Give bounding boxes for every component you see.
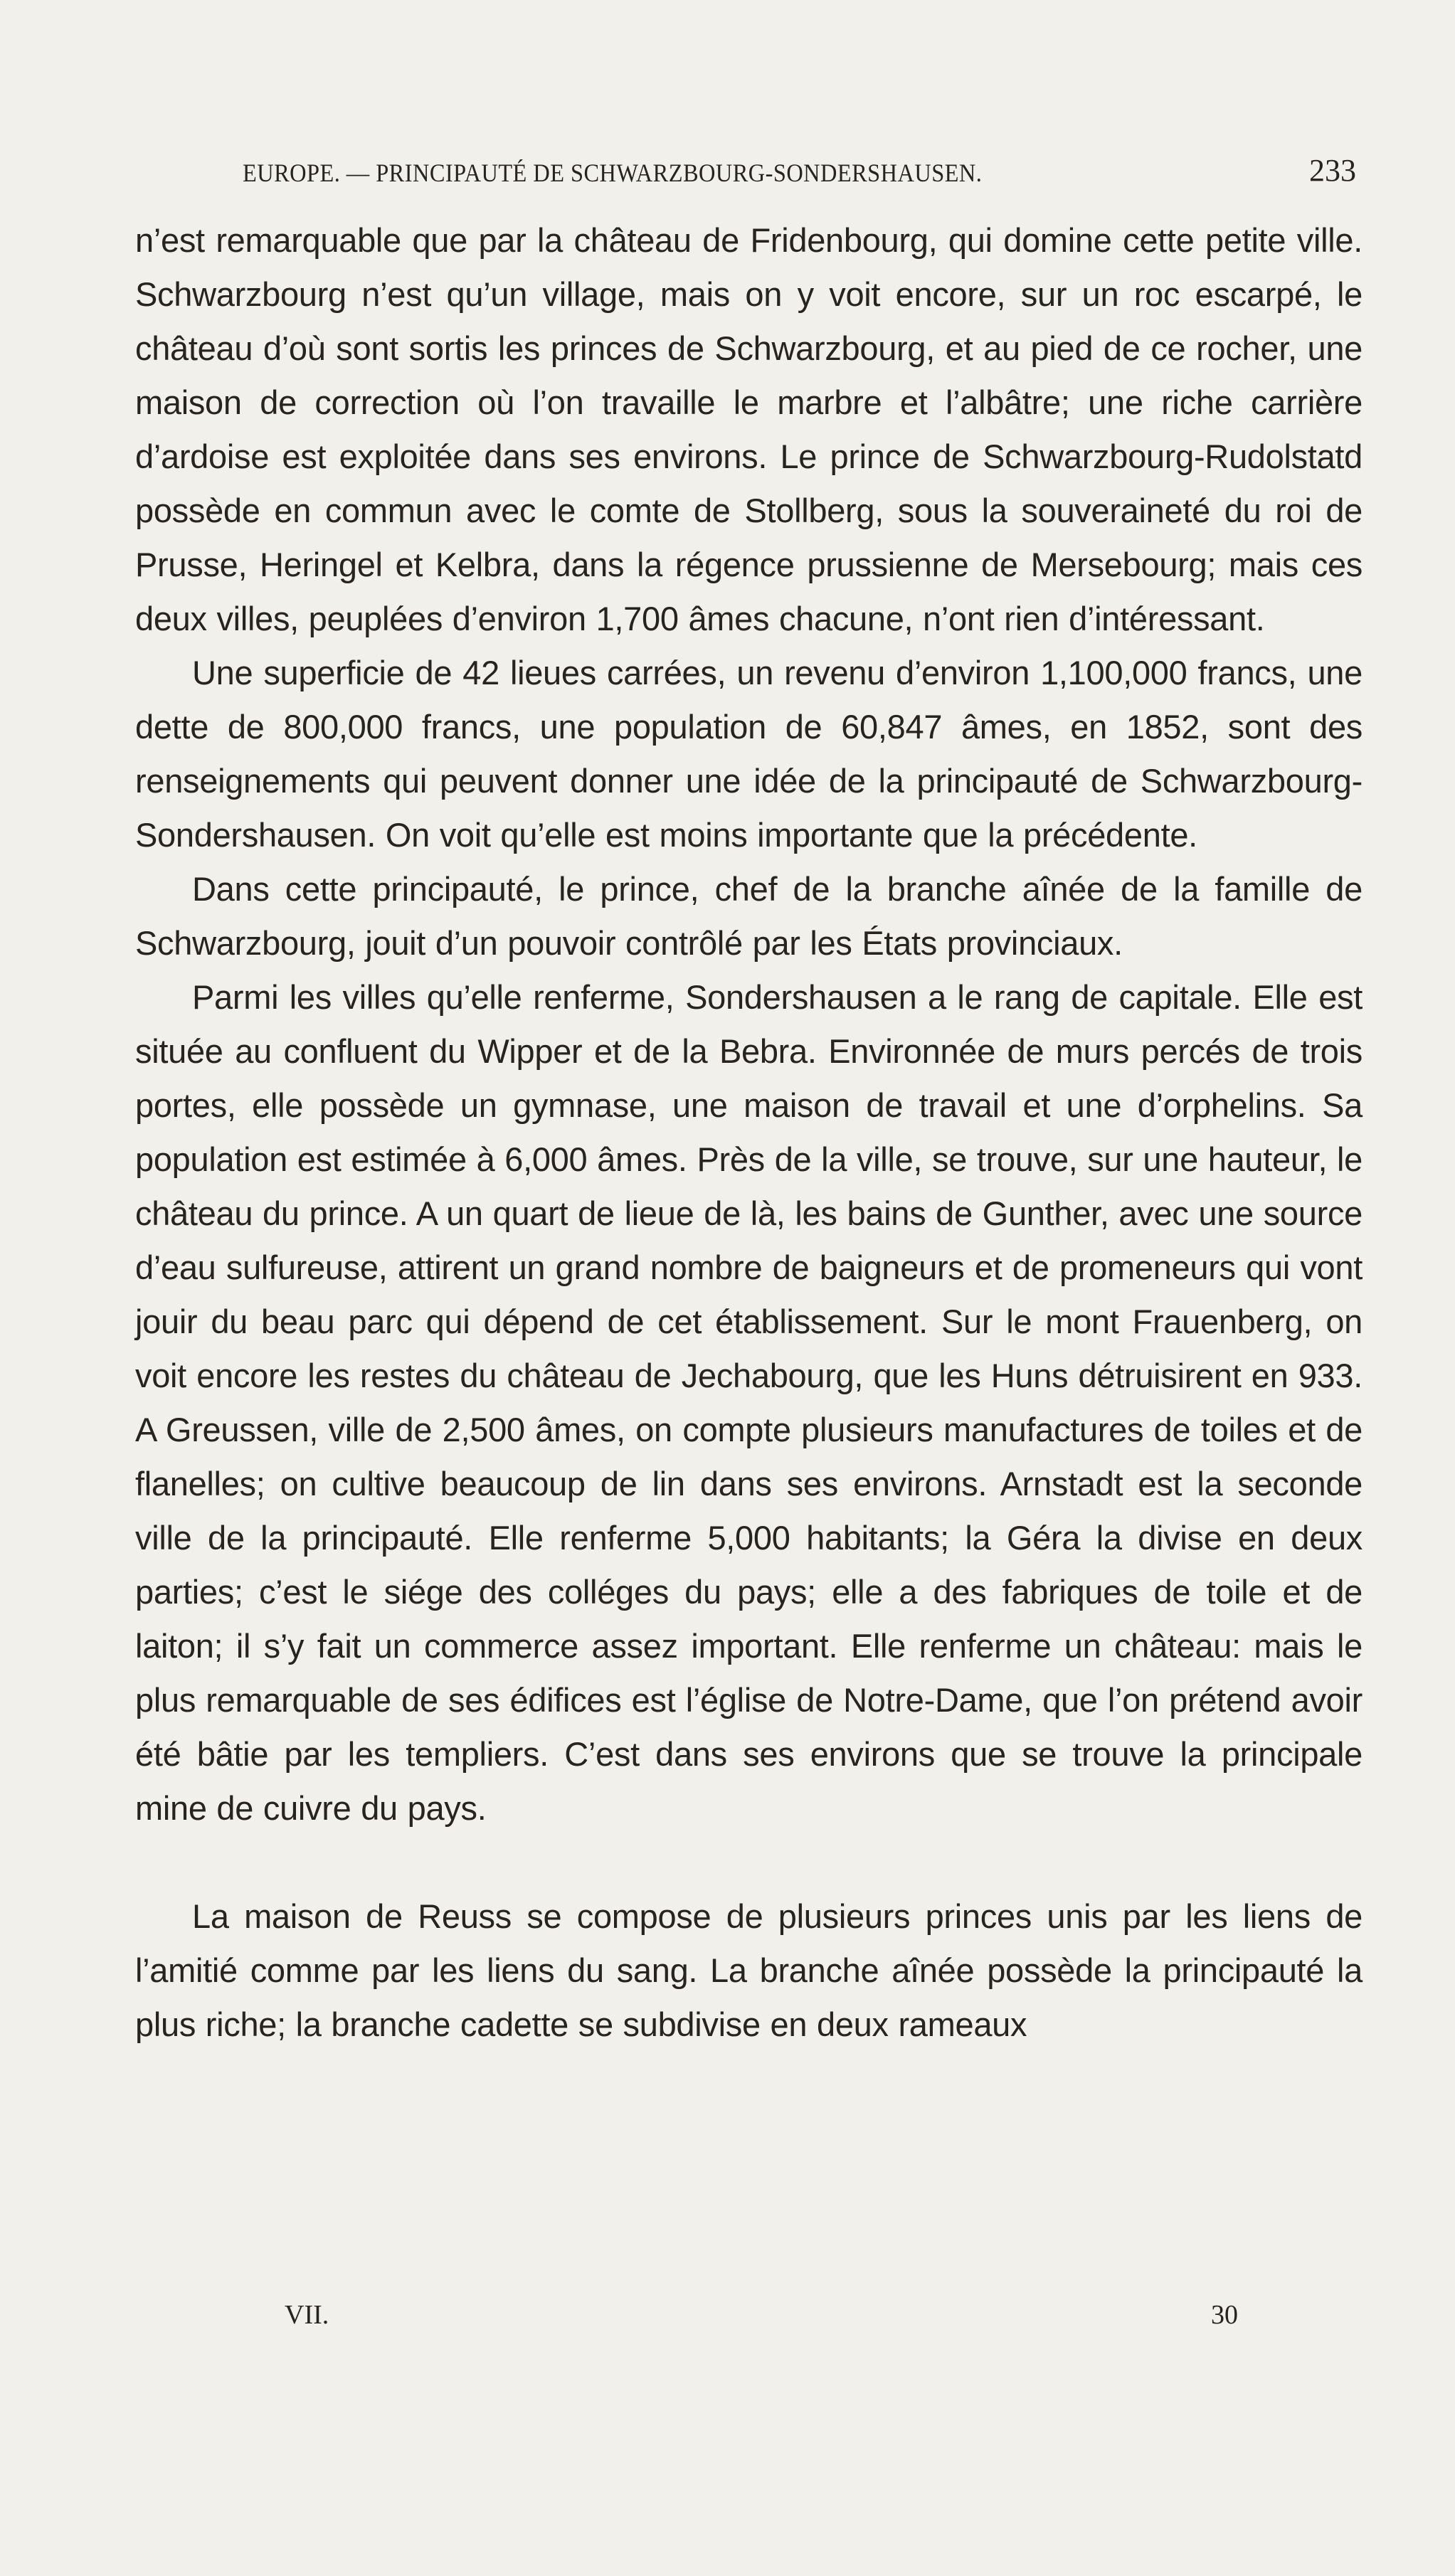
volume-mark: VII.	[285, 2300, 329, 2330]
page-header	[243, 152, 1356, 195]
paragraph-1: n’est remarquable que par la château de Fridenbourg, qui domine cette petite ville. Schwarzbourg n’est qu’un village, mais on y voit encore, sur un roc escarpé, le château d’où sont sortis les princes de Schwarzbourg, et au pied de ce rocher, une maison de correction où l’on travaille le marbre et l’albâtre; une riche carrière d’ardoise est exploitée dans ses environs. Le prince de Schwarzbourg-Rudolstatd possède en commun avec le comte de Stollberg, sous la souveraineté du roi de Prusse, Heringel et Kelbra, dans la régence prussienne de Mersebourg; mais ces deux villes, peuplées d’environ 1,700 âmes chacune, n’ont rien d’intéressant.	[135, 221, 1363, 637]
running-title: EUROPE. — PRINCIPAUTÉ DE SCHWARZBOURG-SONDERSHAUSEN.	[243, 159, 983, 187]
paragraph-5: La maison de Reuss se compose de plusieurs princes unis par les liens de l’amitié comme par les liens du sang. La branche aînée possède la principauté la plus riche; la branche cadette se subdivise en deux rameaux	[135, 1897, 1363, 2043]
paragraph-4: Parmi les villes qu’elle renferme, Sondershausen a le rang de capitale. Elle est située au confluent du Wipper et de la Bebra. Environnée de murs percés de trois portes, elle possède un gymnase, une maison de travail et une d’orphelins. Sa population est estimée à 6,000 âmes. Près de la ville, se trouve, sur une hauteur, le château du prince. A un quart de lieue de là, les bains de Gunther, avec une source d’eau sulfureuse, attirent un grand nombre de baigneurs et de promeneurs qui vont jouir du beau parc qui dépend de cet établissement. Sur le mont Frauenberg, on voit encore les restes du château de Jechabourg, que les Huns détruisirent en 933. A Greussen, ville de 2,500 âmes, on compte plusieurs manufactures de toiles et de flanelles; on cultive beaucoup de lin dans ses environs. Arnstadt est la seconde ville de la principauté. Elle renferme 5,000 habitants; la Géra la divise en deux parties; c’est le siége des colléges du pays; elle a des fabriques de toile et de laiton; il s’y fait un commerce assez important. Elle renferme un château: mais le plus remarquable de ses édifices est l’église de Notre-Dame, que l’on prétend avoir été bâtie par les templiers. C’est dans ses environs que se trouve la principale mine de cuivre du pays.	[135, 978, 1363, 1827]
signature-mark: 30	[1211, 2300, 1238, 2330]
page-number: 233	[1309, 153, 1356, 188]
paragraph-3: Dans cette principauté, le prince, chef de la branche aînée de la famille de Schwarzbourg, jouit d’un pouvoir contrôlé par les États provinciaux.	[135, 870, 1363, 962]
paragraph-2: Une superficie de 42 lieues carrées, un revenu d’environ 1,100,000 francs, une dette de 800,000 francs, une population de 60,847 âmes, en 1852, sont des renseignements qui peuvent donner une idée de la principauté de Schwarzbourg-Sondershausen. On voit qu’elle est moins importante que la précédente.	[135, 654, 1363, 854]
page-footer	[285, 2299, 1238, 2342]
main-text	[135, 213, 1363, 2052]
